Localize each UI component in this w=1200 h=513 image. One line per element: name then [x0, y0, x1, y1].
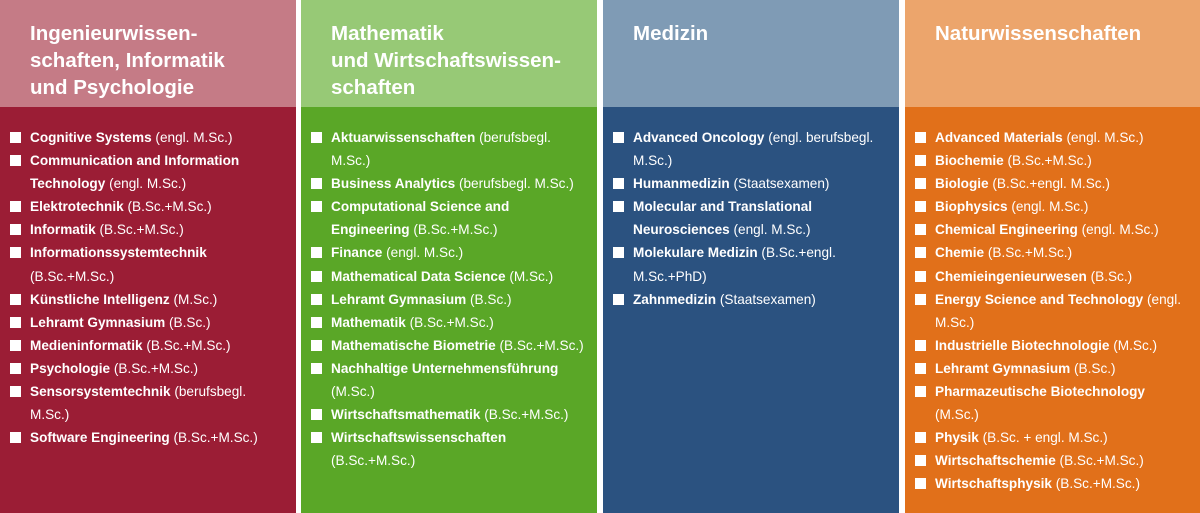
square-bullet-icon	[10, 386, 21, 397]
program-degree: (B.Sc.+M.Sc.)	[1055, 476, 1140, 492]
square-bullet-icon	[10, 317, 21, 328]
program-list-item[interactable]	[311, 334, 589, 357]
program-name: Advanced Materials	[935, 130, 1063, 145]
program-name: Lehramt Gymnasium	[331, 291, 467, 307]
program-name: Humanmedizin	[633, 176, 730, 192]
faculty-title-line: schaften	[331, 76, 416, 99]
program-list-item[interactable]	[311, 357, 589, 403]
program-degree: (B.Sc.)	[1074, 360, 1116, 376]
program-name: Biophysics	[935, 199, 1008, 215]
program-degree: (engl. berufsbegl. M.Sc.)	[633, 130, 874, 169]
square-bullet-icon	[613, 178, 624, 189]
square-bullet-icon	[915, 132, 926, 143]
square-bullet-icon	[613, 294, 624, 305]
faculty-title-line: und Wirtschaftswissen-	[331, 49, 561, 72]
program-list-item[interactable]	[311, 265, 589, 288]
program-list-item[interactable]	[915, 241, 1192, 264]
program-name: Chemical Engineering	[935, 222, 1078, 238]
program-list-item[interactable]	[915, 149, 1192, 172]
program-name: Künstliche Intelligenz	[30, 291, 170, 307]
square-bullet-icon	[311, 247, 322, 258]
faculty-title-line: schaften, Informatik	[30, 49, 225, 72]
program-degree: (engl. M.Sc.)	[935, 291, 1182, 330]
square-bullet-icon	[311, 432, 322, 443]
faculty-title-line: Mathematik	[331, 22, 444, 45]
program-degree: (B.Sc.+M.Sc.)	[1059, 453, 1144, 469]
program-list-item[interactable]	[915, 195, 1192, 218]
program-degree: (B.Sc.+M.Sc.)	[484, 407, 569, 423]
program-degree: (engl. M.Sc.)	[1066, 130, 1144, 145]
program-degree: (engl. M.Sc.)	[386, 245, 464, 261]
faculty-title-line: Medizin	[633, 22, 709, 45]
program-name: Informatik	[30, 222, 96, 238]
program-degree: (B.Sc.)	[470, 291, 512, 307]
faculty-column-mathematics	[301, 0, 597, 513]
program-list-item[interactable]	[311, 126, 589, 172]
program-name: Chemie	[935, 245, 985, 261]
program-degree: (B.Sc.+M.Sc.)	[173, 430, 258, 446]
program-name: Business Analytics	[331, 176, 456, 192]
program-degree: (Staatsexamen)	[719, 291, 816, 307]
square-bullet-icon	[10, 155, 21, 166]
program-degree: (berufsbegl. M.Sc.)	[30, 384, 247, 423]
program-name: Cognitive Systems	[30, 130, 152, 145]
program-name: Finance	[331, 245, 383, 261]
program-list-item[interactable]	[613, 172, 891, 195]
square-bullet-icon	[10, 363, 21, 374]
faculty-header	[0, 0, 296, 107]
program-list-item[interactable]	[613, 126, 891, 172]
program-name: Pharmazeutische Biotechnology	[935, 384, 1145, 400]
program-name: Molekulare Medizin	[633, 245, 758, 261]
square-bullet-icon	[915, 340, 926, 351]
program-list-item[interactable]	[311, 403, 589, 426]
faculty-header	[301, 0, 597, 107]
square-bullet-icon	[10, 340, 21, 351]
program-list-item[interactable]	[10, 311, 288, 334]
square-bullet-icon	[311, 201, 322, 212]
program-degree: (berufsbegl. M.Sc.)	[458, 176, 574, 192]
faculty-header	[905, 0, 1200, 107]
square-bullet-icon	[915, 224, 926, 235]
program-list-item[interactable]	[915, 126, 1192, 149]
program-name: Medieninformatik	[30, 337, 143, 353]
program-list-item[interactable]	[915, 472, 1192, 495]
program-list	[613, 126, 891, 311]
program-list-item[interactable]	[915, 218, 1192, 241]
program-name: Wirtschaftschemie	[935, 453, 1056, 469]
program-list-item[interactable]	[915, 380, 1192, 426]
square-bullet-icon	[10, 432, 21, 443]
program-list-panel	[603, 107, 899, 513]
program-list-item[interactable]	[915, 357, 1192, 380]
program-degree: (B.Sc.+M.Sc.)	[30, 268, 115, 284]
faculty-title-line: und Psychologie	[30, 76, 195, 99]
program-name: Nachhaltige Unternehmensführung	[331, 360, 559, 376]
program-list-item[interactable]	[10, 380, 288, 426]
program-list-item[interactable]	[915, 265, 1192, 288]
program-degree: (B.Sc.+M.Sc.)	[331, 453, 416, 469]
program-name: Communication and Information Technology	[30, 153, 240, 192]
program-degree: (B.Sc.+M.Sc.)	[1007, 153, 1092, 169]
program-name: Physik	[935, 430, 979, 446]
square-bullet-icon	[10, 247, 21, 258]
program-name: Chemieingenieurwesen	[935, 268, 1087, 284]
program-list-panel	[301, 107, 597, 513]
program-degree: (M.Sc.)	[1113, 337, 1158, 353]
square-bullet-icon	[915, 363, 926, 374]
program-list-item[interactable]	[915, 334, 1192, 357]
square-bullet-icon	[311, 317, 322, 328]
program-degree: (engl. M.Sc.)	[1011, 199, 1089, 215]
square-bullet-icon	[10, 224, 21, 235]
program-list-item[interactable]	[915, 172, 1192, 195]
square-bullet-icon	[915, 201, 926, 212]
program-name: Mathematical Data Science	[331, 268, 506, 284]
program-degree: (B.Sc.+M.Sc.)	[987, 245, 1073, 261]
program-list-panel	[0, 107, 296, 513]
program-name: Wirtschaftsphysik	[935, 476, 1052, 492]
program-list-item[interactable]	[311, 241, 589, 264]
program-list-item[interactable]	[311, 311, 589, 334]
square-bullet-icon	[311, 363, 322, 374]
program-degree: (B.Sc.)	[169, 314, 211, 330]
program-degree: (B.Sc.+M.Sc.)	[127, 199, 212, 215]
program-name: Biologie	[935, 176, 989, 192]
program-list-item[interactable]	[613, 241, 891, 287]
program-list-panel	[905, 107, 1200, 513]
program-list-item[interactable]	[915, 288, 1192, 334]
program-list-item[interactable]	[10, 426, 288, 449]
program-list-item[interactable]	[311, 426, 589, 472]
program-name: Sensorsystemtechnik	[30, 384, 171, 400]
program-name: Computational Science and Engineering	[331, 199, 510, 238]
program-list-item[interactable]	[311, 288, 589, 311]
program-name: Informationssystemtechnik	[30, 245, 207, 261]
program-name: Molecular and Translational Neurosciences	[633, 199, 813, 238]
faculty-column-natural-sciences	[905, 0, 1200, 513]
program-list-item[interactable]	[613, 288, 891, 311]
program-degree: (engl. M.Sc.)	[155, 130, 233, 145]
program-degree: (engl. M.Sc.)	[1081, 222, 1159, 238]
program-list-item[interactable]	[10, 241, 288, 287]
square-bullet-icon	[915, 155, 926, 166]
program-degree: (B.Sc. + engl. M.Sc.)	[982, 430, 1108, 446]
program-degree: (M.Sc.)	[935, 407, 979, 423]
square-bullet-icon	[311, 294, 322, 305]
program-name: Lehramt Gymnasium	[935, 360, 1071, 376]
program-name: Wirtschaftswissenschaften	[331, 430, 507, 446]
program-degree: (M.Sc.)	[509, 268, 554, 284]
program-degree: (M.Sc.)	[173, 291, 218, 307]
square-bullet-icon	[10, 201, 21, 212]
program-list-item[interactable]	[10, 218, 288, 241]
program-name: Aktuarwissenschaften	[331, 130, 476, 145]
square-bullet-icon	[311, 340, 322, 351]
program-name: Energy Science and Technology	[935, 291, 1144, 307]
square-bullet-icon	[613, 132, 624, 143]
square-bullet-icon	[915, 386, 926, 397]
program-list-item[interactable]	[10, 195, 288, 218]
program-name: Mathematische Biometrie	[331, 337, 496, 353]
program-degree: (engl. M.Sc.)	[109, 176, 187, 192]
program-list-item[interactable]	[10, 149, 288, 195]
square-bullet-icon	[915, 178, 926, 189]
program-list-item[interactable]	[915, 426, 1192, 449]
program-list-item[interactable]	[10, 126, 288, 149]
program-name: Mathematik	[331, 314, 406, 330]
program-name: Zahnmedizin	[633, 291, 717, 307]
program-list-item[interactable]	[915, 449, 1192, 472]
square-bullet-icon	[613, 201, 624, 212]
program-name: Industrielle Biotechnologie	[935, 337, 1110, 353]
program-degree: (B.Sc.+M.Sc.)	[499, 337, 584, 353]
program-name: Biochemie	[935, 153, 1004, 169]
program-degree: (B.Sc.+M.Sc.)	[409, 314, 494, 330]
square-bullet-icon	[915, 271, 926, 282]
program-degree: (B.Sc.+M.Sc.)	[413, 222, 498, 238]
program-degree: (berufsbegl. M.Sc.)	[331, 130, 551, 169]
program-degree: (B.Sc.+engl. M.Sc.+PhD)	[633, 245, 836, 284]
program-degree: (B.Sc.+M.Sc.)	[146, 337, 231, 353]
square-bullet-icon	[915, 478, 926, 489]
program-list	[311, 126, 589, 472]
program-name: Advanced Oncology	[633, 130, 765, 145]
program-name: Software Engineering	[30, 430, 170, 446]
program-list-item[interactable]	[10, 357, 288, 380]
square-bullet-icon	[915, 432, 926, 443]
square-bullet-icon	[915, 455, 926, 466]
square-bullet-icon	[311, 178, 322, 189]
faculty-title-line: Naturwissenschaften	[935, 22, 1142, 45]
program-degree: (B.Sc.+M.Sc.)	[99, 222, 184, 238]
program-degree: (B.Sc.)	[1090, 268, 1133, 284]
square-bullet-icon	[915, 294, 926, 305]
program-list	[10, 126, 288, 449]
program-list-item[interactable]	[10, 288, 288, 311]
square-bullet-icon	[10, 132, 21, 143]
faculty-column-engineering	[0, 0, 296, 513]
program-list	[915, 126, 1192, 496]
faculty-column-medicine	[603, 0, 899, 513]
program-list-item[interactable]	[613, 195, 891, 241]
program-name: Psychologie	[30, 360, 111, 376]
faculty-header	[603, 0, 899, 107]
program-list-item[interactable]	[311, 195, 589, 241]
program-list-item[interactable]	[311, 172, 589, 195]
square-bullet-icon	[10, 294, 21, 305]
program-degree: (Staatsexamen)	[733, 176, 830, 192]
square-bullet-icon	[311, 132, 322, 143]
program-degree: (engl. M.Sc.)	[733, 222, 811, 238]
square-bullet-icon	[915, 247, 926, 258]
program-degree: (B.Sc.+M.Sc.)	[113, 360, 199, 376]
square-bullet-icon	[311, 409, 322, 420]
program-degree: (B.Sc.+engl. M.Sc.)	[992, 176, 1110, 192]
program-degree: (M.Sc.)	[331, 384, 375, 400]
program-name: Elektrotechnik	[30, 199, 124, 215]
faculty-title-line: Ingenieurwissen-	[30, 22, 198, 45]
square-bullet-icon	[311, 271, 322, 282]
square-bullet-icon	[613, 247, 624, 258]
program-list-item[interactable]	[10, 334, 288, 357]
program-name: Wirtschaftsmathematik	[331, 407, 481, 423]
program-name: Lehramt Gymnasium	[30, 314, 166, 330]
